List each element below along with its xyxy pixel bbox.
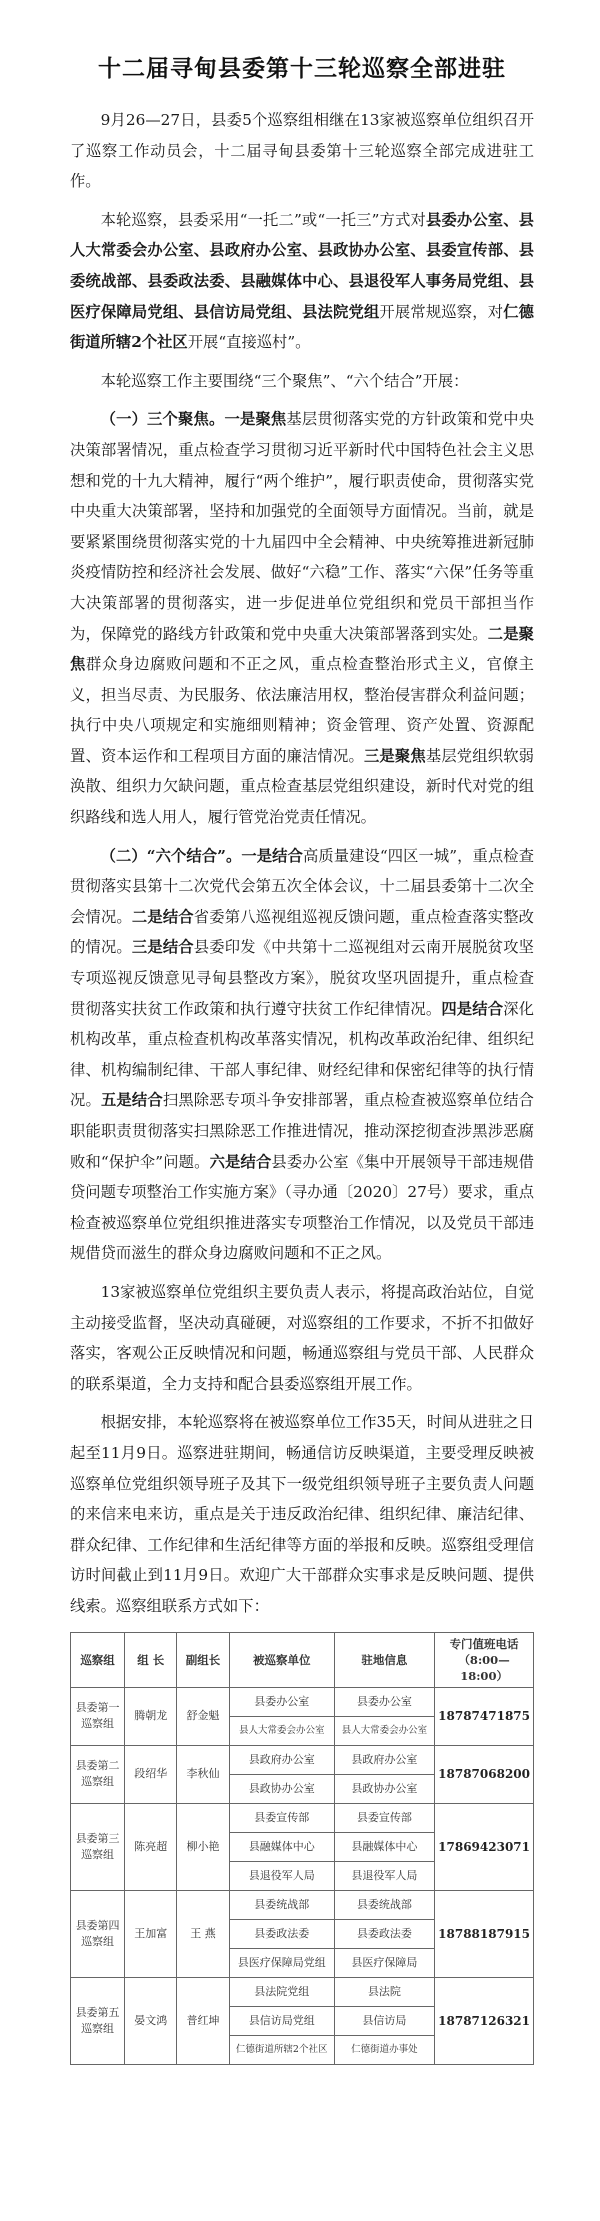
six-combine-text-1: 高质量建设“四区一城”，重点检查贯彻落实县第十二次党代会第五次全体会议，十二届县委第十二次全会情况。 [70,846,534,926]
group-deputy: 柳小艳 [177,1803,229,1890]
unit-cell: 县委统战部 [229,1890,334,1919]
paragraph-focus-intro: 本轮巡察工作主要围绕“三个聚焦”、“六个结合”开展： [100,371,469,390]
six-combine-text-3: 县委印发《中共第十二巡视组对云南开展脱贫攻坚专项巡视反馈意见寻甸县整改方案》，脱贫攻坚巩固提升，重点检查贯彻落实扶贫工作政策和执行遵守扶贫工作纪律情况。 [70,938,534,1018]
group-leader: 段绍华 [125,1745,177,1803]
six-combine-text-6: 县委办公室《集中开展领导干部违规借贷问题专项整治工作实施方案》（寻办通〔2020〕27号）要求，重点检查被巡察单位党组织推进落实专项整治工作情况，以及党员干部违规借贷而滋生的群众身边腐败问题和不正之风。 [70,1152,534,1263]
table-row [71,1803,534,1832]
six-combine-text-5: 扫黑除恶专项斗争安排部署，重点检查被巡察单位结合职能职责贯彻落实扫黑除恶工作推进情况，推动深挖彻查涉黑涉恶腐败和“保护伞”问题。 [70,1091,534,1171]
location-cell: 县退役军人局 [334,1861,434,1890]
paragraph-schedule: 根据安排，本轮巡察将在被巡察单位工作35天，时间从进驻之日起至11月9日。巡察进驻期间，畅通信访反映渠道，主要受理反映被巡察单位党组织领导班子及其下一级党组织领导班子主要负责人问题的来信来电来访，重点是关于违反政治纪律、组织纪律、廉洁纪律、群众纪律、工作纪律和生活纪律等方面的举报和反映。巡察组受理信访时间截止到11月9日。欢迎广大干部群众实事求是反映问题、提供线索。巡察组联系方式如下： [70,1413,534,1615]
location-cell: 县委政法委 [334,1919,434,1948]
header-leader: 组 长 [125,1632,177,1687]
scope-text-a: 本轮巡察，县委采用“一托二”或“一托三”方式对 [100,210,426,229]
table-row [71,1745,534,1774]
paragraph-commitment: 13家被巡察单位党组织主要负责人表示，将提高政治站位，自觉主动接受监督，坚决动真碰硬，对巡察组的工作要求，不折不扣做好落实，客观公正反映情况和问题，畅通巡察组与党员干部、人民群众的联系渠道，全力支持和配合县委巡察组开展工作。 [70,1282,534,1393]
location-cell: 县法院 [334,1977,434,2006]
phone-cell: 18787471875 [435,1687,534,1745]
six-combine-text-4: 深化机构改革，重点检查机构改革落实情况，机构改革政治纪律、组织纪律、机构编制纪律、干部人事纪律、财经纪律和保密纪律等的执行情况。 [70,999,534,1110]
group-name: 县委第二巡察组 [71,1745,125,1803]
six-combine-text-2: 省委第八巡视组巡视反馈问题，重点检查落实整改的情况。 [70,907,534,957]
phone-cell: 18787126321 [435,1977,534,2064]
unit-cell: 仁德街道所辖2个社区 [229,2035,334,2064]
location-cell: 县委统战部 [334,1890,434,1919]
contact-table-wrapper [70,1632,534,2065]
three-focus-heading-3: 三是聚焦 [363,746,426,765]
unit-cell: 县人大常委会办公室 [229,1716,334,1745]
header-deputy: 副组长 [177,1632,229,1687]
scope-text-e: 开展“直接巡村”。 [187,333,311,352]
header-group: 巡察组 [71,1632,125,1687]
paragraph-scope [70,205,534,358]
phone-cell: 18788187915 [435,1890,534,1977]
phone-cell: 17869423071 [435,1803,534,1890]
three-focus-heading-2: 二是聚焦 [70,624,534,674]
group-leader: 晏文鸿 [125,1977,177,2064]
unit-cell: 县退役军人局 [229,1861,334,1890]
scope-communities: 仁德街道所辖2个社区 [70,302,534,352]
table-header-row [71,1632,534,1687]
unit-cell: 县委宣传部 [229,1803,334,1832]
three-focus-text-3: 基层党组织软弱涣散、组织力欠缺问题，重点检查基层党组织建设，新时代对党的组织路线和选人用人，履行管党治党责任情况。 [70,746,534,827]
group-name: 县委第一巡察组 [71,1687,125,1745]
unit-cell: 县政协办公室 [229,1774,334,1803]
group-leader: 陈亮超 [125,1803,177,1890]
scope-text-c: 开展常规巡察，对 [379,302,504,321]
contact-table [70,1632,534,2065]
unit-cell: 县委办公室 [229,1687,334,1716]
three-focus-heading: （一）三个聚焦。一是聚焦 [100,410,287,429]
group-leader: 腾朝龙 [125,1687,177,1745]
location-cell: 仁德街道办事处 [334,2035,434,2064]
group-deputy: 王 燕 [177,1890,229,1977]
header-unit: 被巡察单位 [229,1632,334,1687]
location-cell: 县人大常委会办公室 [334,1716,434,1745]
unit-cell: 县政府办公室 [229,1745,334,1774]
paragraph-six-combine [70,841,534,1269]
group-deputy: 李秋仙 [177,1745,229,1803]
table-row [71,1890,534,1919]
location-cell: 县政协办公室 [334,1774,434,1803]
location-cell: 县信访局 [334,2006,434,2035]
group-deputy: 舒金魁 [177,1687,229,1745]
location-cell: 县政府办公室 [334,1745,434,1774]
table-row [71,1977,534,2006]
six-combine-heading-6: 六是结合 [209,1152,272,1171]
table-row [71,1687,534,1716]
unit-cell: 县信访局党组 [229,2006,334,2035]
unit-cell: 县融媒体中心 [229,1832,334,1861]
paragraph-intro: 9月26—27日，县委5个巡察组相继在13家被巡察单位组织召开了巡察工作动员会，十二届寻甸县委第十三轮巡察全部完成进驻工作。 [70,111,534,191]
group-name: 县委第三巡察组 [71,1803,125,1890]
paragraph-three-focus [70,404,534,832]
group-deputy: 普红坤 [177,1977,229,2064]
location-cell: 县融媒体中心 [334,1832,434,1861]
six-combine-heading-4: 四是结合 [441,999,504,1018]
scope-units: 县委办公室、县人大常委会办公室、县政府办公室、县政协办公室、县委宣传部、县委统战部、县委政法委、县融媒体中心、县退役军人事务局党组、县医疗保障局党组、县信访局党组、县法院党组 [70,210,534,321]
unit-cell: 县法院党组 [229,1977,334,2006]
six-combine-heading: （二）“六个结合”。一是结合 [100,846,303,865]
group-leader: 王加富 [125,1890,177,1977]
six-combine-heading-5: 五是结合 [100,1091,163,1110]
six-combine-heading-2: 二是结合 [131,907,194,926]
location-cell: 县委办公室 [334,1687,434,1716]
article-title: 十二届寻甸县委第十三轮巡察全部进驻 [98,55,506,82]
group-name: 县委第五巡察组 [71,1977,125,2064]
three-focus-text-2: 群众身边腐败问题和不正之风，重点检查整治形式主义，官僚主义，担当尽责、为民服务、依法廉洁用权，整治侵害群众利益问题；执行中央八项规定和实施细则精神；资金管理、资产处置、资源配置、资本运作和工程项目方面的廉洁情况。 [70,655,534,765]
phone-cell: 18787068200 [435,1745,534,1803]
article [0,50,600,2065]
six-combine-heading-3: 三是结合 [131,938,194,957]
three-focus-text-1: 基层贯彻落实党的方针政策和党中央决策部署情况，重点检查学习贯彻习近平新时代中国特色社会主义思想和党的十九大精神，履行“两个维护”，履行职责使命，贯彻落实党中央重大决策部署，坚持和加强党的全面领导方面情况。当前，就是要紧紧围绕贯彻落实党的十九届四中全会精神、中央统筹推进新冠肺炎疫情防控和经济社会发展、做好“六稳”工作、落实“六保”任务等重大决策部署的贯彻落实，进一步促进单位党组织和党员干部担当作为，保障党的路线方针政策和党中央重大决策部署落到实处。 [70,410,534,643]
header-location: 驻地信息 [334,1632,434,1687]
unit-cell: 县委政法委 [229,1919,334,1948]
location-cell: 县委宣传部 [334,1803,434,1832]
unit-cell: 县医疗保障局党组 [229,1948,334,1977]
header-phone: 专门值班电话（8:00—18:00） [435,1632,534,1687]
group-name: 县委第四巡察组 [71,1890,125,1977]
location-cell: 县医疗保障局 [334,1948,434,1977]
